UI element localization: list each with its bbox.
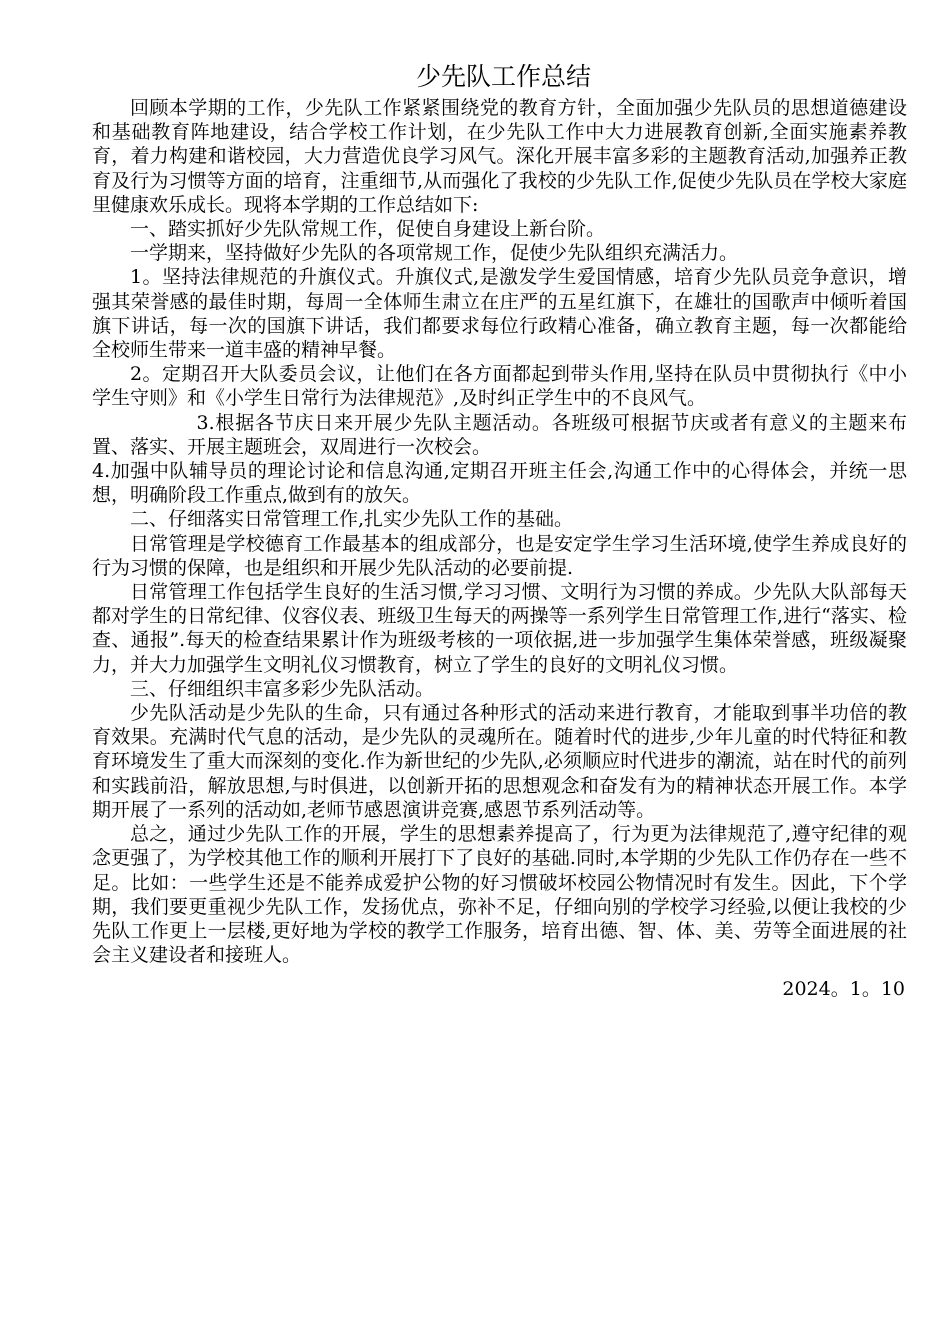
paragraph-section-3-body: 少先队活动是少先队的生命，只有通过各种形式的活动来进行教育，才能取到事半功倍的教育效果。充满时代气息的活动，是少先队的灵魂所在。随着时代的进步,少年儿童的时代特征和教育环境发生了重大而深刻的变化.作为新世纪的少先队,必须顺应时代进步的潮流，站在时代的前列和实践前沿，解放思想,与时俱进，以创新开拓的思想观念和奋发有为的精神状态开展工作。本学期开展了一系列的活动如,老师节感恩演讲竞赛,感恩节系列活动等。 xyxy=(92,702,907,821)
paragraph-item-2: 2。定期召开大队委员会议，让他们在各方面都起到带头作用,坚持在队员中贯彻执行《中小学生守则》和《小学生日常行为法律规范》,及时纠正学生中的不良风气。 xyxy=(92,363,907,410)
paragraph-conclusion: 总之，通过少先队工作的开展，学生的思想素养提高了，行为更为法律规范了,遵守纪律的观念更强了，为学校其他工作的顺利开展打下了良好的基础.同时,本学期的少先队工作仍存在一些不足。比如：一些学生还是不能养成爱护公物的好习惯破坏校园公物情况时有发生。因此，下个学期，我们要更重视少先队工作，发扬优点，弥补不足，仔细向别的学校学习经验,以便让我校的少先队工作更上一层楼,更好地为学校的教学工作服务，培育出德、智、体、美、劳等全面进展的社会主义建设者和接班人。 xyxy=(92,823,907,967)
paragraph-section-1-summary: 一学期来，坚持做好少先队的各项常规工作，促使少先队组织充满活力。 xyxy=(130,242,739,265)
paragraph-intro: 回顾本学期的工作，少先队工作紧紧围绕党的教育方针，全面加强少先队员的思想道德建设和基础教育阵地建设，结合学校工作计划，在少先队工作中大力进展教育创新,全面实施素养教育，着力构建和谐校园，大力营造优良学习风气。深化开展丰富多彩的主题教育活动,加强养正教育及行为习惯等方面的培育，注重细节,从而强化了我校的少先队工作,促使少先队员在学校大家庭里健康欢乐成长。现将本学期的工作总结如下: xyxy=(92,97,907,216)
paragraph-section-3-heading: 三、仔细组织丰富多彩少先队活动。 xyxy=(130,677,435,700)
paragraph-section-2-body-2: 日常管理工作包括学生良好的生活习惯,学习习惯、文明行为习惯的养成。少先队大队部每天都对学生的日常纪律、仪容仪表、班级卫生每天的两操等一系列学生日常管理工作,进行“落实、检查、通报”.每天的检查结果累计作为班级考核的一项依据,进一步加强学生集体荣誉感，班级凝聚力，并大力加强学生文明礼仪习惯教育，树立了学生的良好的文明礼仪习惯。 xyxy=(92,581,907,676)
paragraph-section-2-heading: 二、仔细落实日常管理工作,扎实少先队工作的基础。 xyxy=(130,508,574,531)
paragraph-item-3: 3.根据各节庆日来开展少先队主题活动。各班级可根据节庆或者有意义的主题来布置、落实、开展主题班会，双周进行一次校会。 xyxy=(92,411,907,458)
document-title: 少先队工作总结 xyxy=(415,62,591,91)
document-date: 2024。1。10 xyxy=(782,978,905,1001)
paragraph-section-1-heading: 一、踏实抓好少先队常规工作，促使自身建设上新台阶。 xyxy=(130,218,606,241)
paragraph-item-4: 4.加强中队辅导员的理论讨论和信息沟通,定期召开班主任会,沟通工作中的心得体会，并统一思想，明确阶段工作重点,做到有的放矢。 xyxy=(92,460,907,507)
paragraph-item-1: 1。坚持法律规范的升旗仪式。升旗仪式,是激发学生爱国情感，培育少先队员竞争意识，增强其荣誉感的最佳时期，每周一全体师生肃立在庄严的五星红旗下，在雄壮的国歌声中倾听着国旗下讲话，每一次的国旗下讲话，我们都要求每位行政精心准备，确立教育主题，每一次都能给全校师生带来一道丰盛的精神早餐。 xyxy=(92,266,907,362)
document-page xyxy=(92,58,907,1002)
paragraph-section-2-body-1: 日常管理是学校德育工作最基本的组成部分，也是安定学生学习生活环境,使学生养成良好的行为习惯的保障，也是组织和开展少先队活动的必要前提. xyxy=(92,532,907,579)
